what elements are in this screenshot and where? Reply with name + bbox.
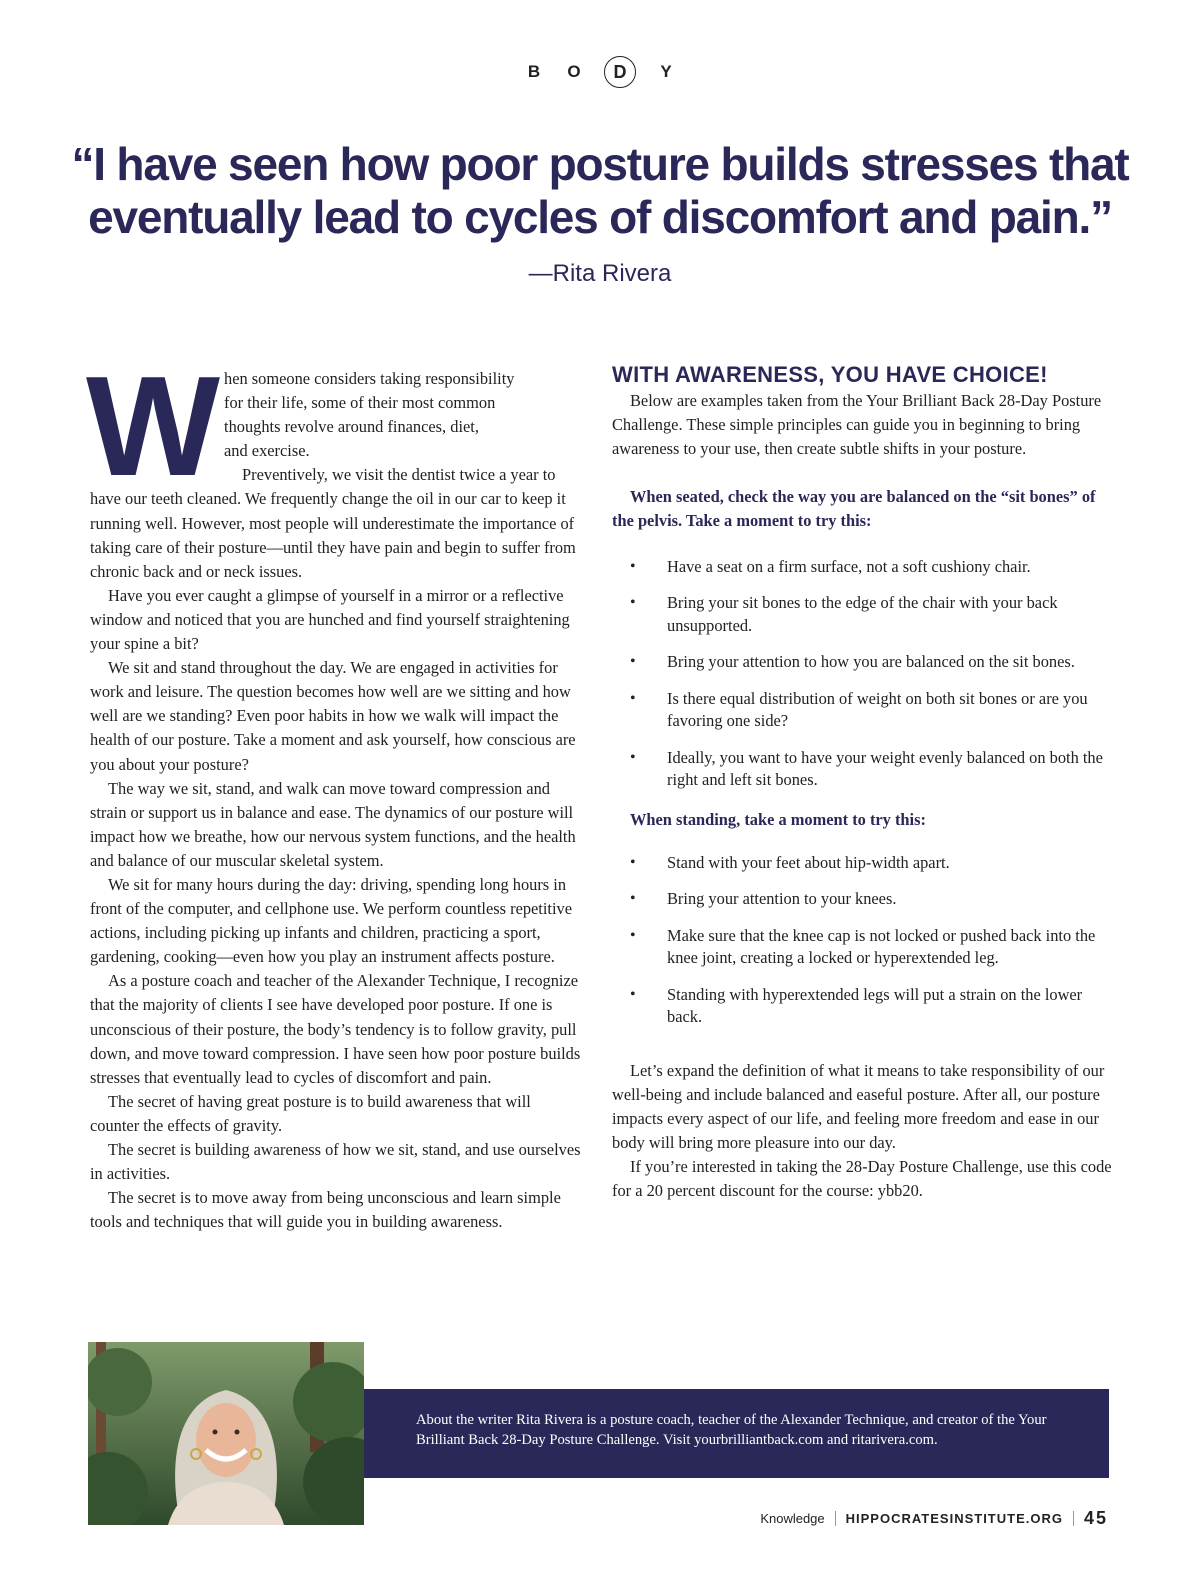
footer-publication: Knowledge [760, 1511, 825, 1526]
section-heading: WITH AWARENESS, YOU HAVE CHOICE! [612, 362, 1048, 387]
section-letter-b: B [527, 62, 541, 81]
body-paragraph: The way we sit, stand, and walk can move toward compression and strain or support us in balance and ease. The dynamics of our posture will impact how we breathe, how our nervous system functions, and the health and balance of our muscular skeletal system. [90, 778, 576, 870]
section-letter-d-circled: D [604, 56, 636, 88]
opening-line: thoughts revolve around finances, diet, [224, 417, 479, 437]
drop-cap: W [86, 347, 215, 506]
closing-paragraph: Let’s expand the definition of what it means to take responsibility of our well-being and include balanced and easeful posture. After all, our posture impacts every aspect of our life, and feeling more freedom and ease in our body will bring more pleasure into our day. [612, 1060, 1105, 1152]
pull-quote-line-2: eventually lead to cycles of discomfort and pain.” [88, 191, 1112, 243]
opening-line: hen someone considers taking responsibility [224, 369, 515, 388]
bio-text: About the writer Rita Rivera is a posture coach, teacher of the Alexander Technique, and creator of the Your Brilliant Back 28-Day Posture Challenge. Visit yourbrilliantback.com and ritarivera.com. [416, 1412, 1047, 1448]
section-header [0, 56, 1200, 88]
list-item: • Bring your attention to your knees. [612, 888, 1112, 911]
footer-divider [835, 1511, 836, 1526]
section-letter-o: O [567, 62, 581, 81]
body-paragraph: We sit and stand throughout the day. We are engaged in activities for work and leisure. The question becomes how well are we sitting and how well are we standing? Even poor habits in how we walk will impact the health of our posture. Take a moment and ask yourself, how conscious are you about your posture? [90, 658, 576, 774]
seated-list [612, 556, 1112, 792]
body-paragraph: As a posture coach and teacher of the Alexander Technique, I recognize that the majority of clients I see have developed poor posture. If one is unconscious of their posture, the body’s tendency is to follow gravity, pull down, and move toward compression. I have seen how poor posture builds stresses that eventually lead to cycles of discomfort and pain. [90, 971, 581, 1087]
closing-paragraph: If you’re interested in taking the 28-Day Posture Challenge, use this code for a 20 percent discount for the course: ybb20. [612, 1157, 1112, 1201]
body-paragraph: We sit for many hours during the day: driving, spending long hours in front of the computer, and cellphone use. We perform countless repetitive actions, including picking up infants and children, practicing a sport, gardening, cooking—even how you play an instrument affects posture. [90, 874, 572, 967]
list-item: • Have a seat on a firm surface, not a soft cushiony chair. [612, 556, 1112, 579]
list-item: • Make sure that the knee cap is not locked or pushed back into the knee joint, creating a locked or hyperextended leg. [612, 925, 1112, 970]
standing-list [612, 852, 1112, 1029]
intro-paragraph: Below are examples taken from the Your Brilliant Back 28-Day Posture Challenge. These simple principles can guide you in beginning to bring awareness to your use, then create subtle shifts in your posture. [612, 391, 1102, 459]
list-item: • Standing with hyperextended legs will put a strain on the lower back. [612, 984, 1112, 1029]
list-item: • Is there equal distribution of weight on both sit bones or are you favoring one side? [612, 688, 1112, 733]
author-photo-illustration [88, 1342, 364, 1525]
seated-lead: When seated, check the way you are balanced on the “sit bones” of the pelvis. Take a moment to try this: [612, 487, 1096, 531]
page-footer [760, 1508, 1108, 1529]
right-column [612, 363, 1112, 1203]
page-number: 45 [1083, 1508, 1108, 1528]
body-paragraph: Preventively, we visit the dentist twice a year to have our teeth cleaned. We frequently change the oil in our car to keep it running well. However, most people will underestimate the importance of taking care of their posture—until they have pain and begin to suffer from chronic back and or neck issues. [90, 465, 576, 581]
pull-quote-author: —Rita Rivera [528, 260, 672, 287]
standing-lead: When standing, take a moment to try this: [630, 809, 926, 829]
pull-quote [60, 138, 1140, 244]
list-item: • Stand with your feet about hip-width apart. [612, 852, 1112, 875]
list-item: • Ideally, you want to have your weight evenly balanced on both the right and left sit bones. [612, 747, 1112, 792]
opening-line: and exercise. [224, 441, 310, 461]
body-paragraph: The secret is to move away from being unconscious and learn simple tools and techniques that will guide you in building awareness. [90, 1188, 561, 1232]
section-letter-y: Y [660, 62, 672, 81]
opening-line: for their life, some of their most common [224, 393, 496, 413]
body-paragraph: Have you ever caught a glimpse of yourself in a mirror or a reflective window and noticed that you are hunched and find yourself straightening your spine a bit? [90, 585, 570, 654]
pull-quote-line-1: “I have seen how poor posture builds stresses that [71, 138, 1129, 190]
footer-site-link[interactable]: HIPPOCRATESINSTITUTE.ORG [845, 1511, 1063, 1526]
bio-band [364, 1389, 1109, 1478]
author-photo [88, 1342, 364, 1525]
body-paragraph: The secret is building awareness of how we sit, stand, and use ourselves in activities. [90, 1140, 581, 1184]
body-paragraph: The secret of having great posture is to build awareness that will counter the effects of gravity. [90, 1091, 531, 1135]
list-item: • Bring your sit bones to the edge of the chair with your back unsupported. [612, 592, 1112, 637]
list-item: • Bring your attention to how you are balanced on the sit bones. [612, 651, 1112, 674]
left-column [86, 347, 584, 1234]
footer-divider [1073, 1511, 1074, 1526]
